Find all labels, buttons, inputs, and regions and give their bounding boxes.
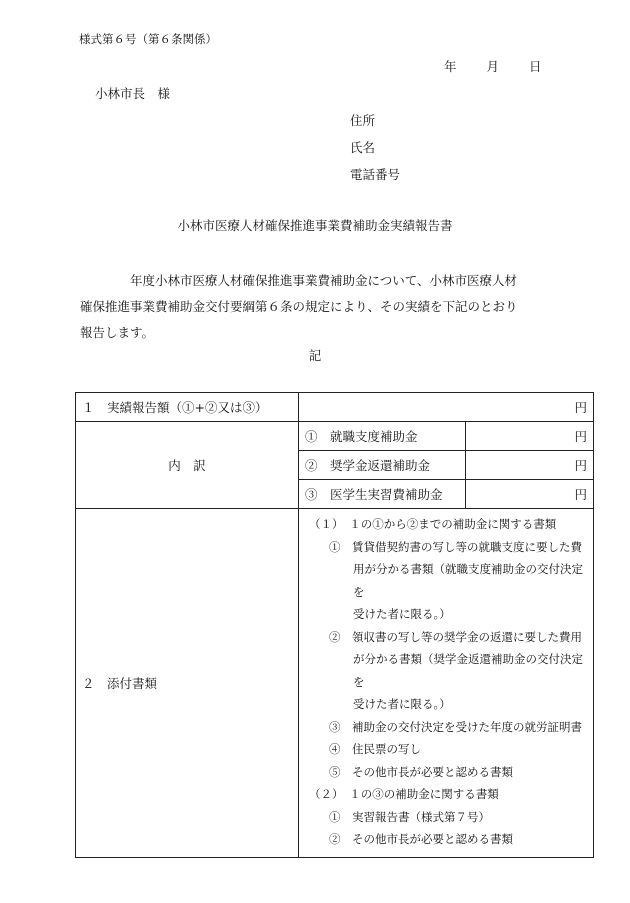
form-number: 様式第６号（第６条関係） (79, 32, 217, 46)
breakdown-item-3: ③ 医学生実習費補助金 (299, 480, 466, 509)
date-day: 日 (529, 59, 542, 74)
list-item: ③ 補助金の交付決定を受けた年度の就労証明書 (329, 719, 582, 734)
body-line-3: 報告します。 (80, 325, 155, 340)
list-item: 用が分かる書類（就職支度補助金の交付決定を (353, 562, 583, 599)
breakdown-item-3-yen: 円 (466, 480, 594, 509)
applicant-name-label: 氏名 (350, 140, 376, 155)
list-item: ⑤ その他市長が必要と認める書類 (329, 764, 513, 779)
list-item: 受けた者に限る。） (353, 697, 451, 711)
attached-docs-label: ２ 添付書類 (76, 509, 299, 858)
breakdown-item-1: ① 就職支度補助金 (299, 422, 466, 451)
document-title: 小林市医療人材確保推進事業費補助金実績報告書 (177, 218, 453, 233)
report-amount-value: 円 (299, 393, 594, 422)
list-item: 受けた者に限る。） (353, 607, 451, 621)
addressee: 小林市長 様 (95, 86, 171, 101)
table-row (76, 422, 594, 451)
attached-docs-list (299, 509, 593, 857)
breakdown-label: 内 訳 (76, 422, 299, 509)
table-row (76, 393, 594, 422)
docs-section-1-heading: （１） １の①から②までの補助金に関する書類 (309, 517, 557, 531)
list-item: ④ 住民票の写し (329, 742, 421, 756)
breakdown-item-2-yen: 円 (466, 451, 594, 480)
breakdown-item-2: ② 奨学金返還補助金 (299, 451, 466, 480)
list-item: が分かる書類（奨学金返還補助金の交付決定を (353, 652, 583, 689)
date-month: 月 (486, 59, 500, 74)
list-item: ① 実習報告書（様式第７号） (329, 809, 490, 824)
breakdown-item-1-yen: 円 (466, 422, 594, 451)
body-line-1: 年度小林市医療人材確保推進事業費補助金について、小林市医療人材 (130, 273, 518, 288)
table-row (76, 509, 594, 858)
ki-heading: 記 (308, 348, 322, 363)
body-line-2: 確保推進事業費補助金交付要綱第６条の規定により、その実績を下記のとおり (80, 299, 518, 314)
list-item: ② その他市長が必要と認める書類 (329, 832, 513, 846)
list-item: ① 賃貸借契約書の写し等の就職支度に要した費 (329, 539, 582, 554)
body-paragraph (80, 268, 560, 346)
date-year: 年 (444, 59, 457, 74)
attached-docs-cell (299, 509, 594, 858)
report-amount-label: １ 実績報告額（①+②又は③） (76, 393, 299, 422)
list-item: ② 領収書の写し等の奨学金の返還に要した費用 (329, 629, 582, 644)
report-table (75, 392, 594, 858)
applicant-phone-label: 電話番号 (350, 167, 401, 182)
date-line (444, 57, 542, 75)
docs-section-2-heading: （２） １の③の補助金に関する書類 (309, 787, 499, 801)
applicant-address-label: 住所 (350, 113, 376, 128)
